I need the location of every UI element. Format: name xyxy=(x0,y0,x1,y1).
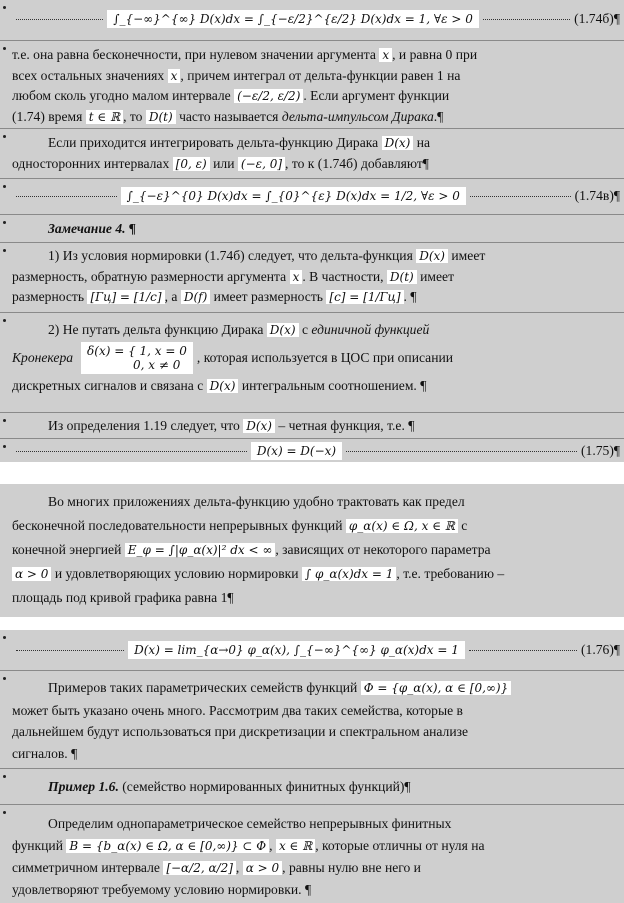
text: интегральным соотношением. ¶ xyxy=(241,378,427,393)
text: дальнейшем будут использоваться при дискретизации и спектральном анализе xyxy=(12,724,469,739)
remark-item-1 xyxy=(0,242,624,312)
math-inline: (−ε/2, ε/2) xyxy=(234,89,303,103)
text: , то к (1.74б) добавляют¶ xyxy=(285,155,429,171)
paragraph-mark xyxy=(3,185,6,188)
remark-item-2 xyxy=(0,312,624,412)
document-panel-2 xyxy=(0,484,624,617)
example-heading xyxy=(12,777,620,798)
text: площадь под кривой графика равна 1¶ xyxy=(12,590,234,605)
math-inline: D(t) xyxy=(146,110,176,124)
text: имеет xyxy=(420,268,455,284)
math-inline: [0, ε) xyxy=(173,157,210,171)
text: Во многих приложениях дельта-функцию удобно трактовать как предел xyxy=(48,494,465,509)
text: , зависящих от некоторого параметра xyxy=(275,542,491,557)
paragraph-5 xyxy=(0,670,624,768)
paragraph-mark xyxy=(3,249,6,252)
dot-leader xyxy=(16,19,103,20)
text: , которые отличны от нуля на xyxy=(315,838,485,853)
text: , xyxy=(235,860,240,875)
text: размерность xyxy=(12,289,85,304)
example-heading-row xyxy=(0,768,624,804)
equation-174v: ∫_{−ε}^{0} D(x)dx = ∫_{0}^{ε} D(x)dx = 1/2, ∀ε > 0 xyxy=(121,187,466,205)
paragraph-3 xyxy=(0,412,624,438)
paragraph-6 xyxy=(0,804,624,903)
text: на xyxy=(416,135,431,150)
term-kronecker: Кронекера xyxy=(12,350,74,365)
text: Из определения 1.19 следует, что xyxy=(48,418,240,433)
text: односторонних интервалах xyxy=(12,155,170,171)
paragraph-mark xyxy=(3,775,6,778)
dot-leader xyxy=(346,451,577,452)
example-title: Пример 1.6. xyxy=(48,779,119,794)
text: сигналов. ¶ xyxy=(12,745,78,761)
text: , и равна 0 при xyxy=(392,47,478,62)
paragraph-1 xyxy=(0,40,624,128)
text: , xyxy=(269,838,273,853)
dot-leader xyxy=(469,650,577,651)
text: Если приходится интегрировать дельта-функцию Дирака xyxy=(48,135,379,150)
text: конечной энергией xyxy=(12,542,122,557)
math-inline: [−α/2, α/2] xyxy=(163,861,236,875)
math-inline: D(f) xyxy=(181,290,210,304)
dot-leader xyxy=(470,196,571,197)
text: , а xyxy=(164,289,178,304)
text: часто называется xyxy=(179,108,279,124)
text: т.е. она равна бесконечности, при нулевом значении аргумента xyxy=(12,47,376,62)
text: . ¶ xyxy=(403,289,417,304)
paragraph-text xyxy=(12,319,620,397)
math-inline: E_φ = ∫|φ_α(x)|² dx < ∞ xyxy=(125,543,276,557)
text: всех остальных значениях xyxy=(12,67,165,83)
text: любом сколь угодно малом интервале xyxy=(12,88,231,103)
remark-heading-row xyxy=(0,214,624,242)
math-inline: x ∈ ℝ xyxy=(276,839,315,853)
text: или xyxy=(213,155,235,171)
text: имеет xyxy=(451,248,486,263)
paragraph-mark xyxy=(3,811,6,814)
term-unit-function: единичной функцией xyxy=(311,322,430,337)
text: удовлетворяют требуемому условию нормировки. ¶ xyxy=(12,882,312,897)
equation-175: D(x) = D(−x) xyxy=(251,442,342,460)
text: , причем интеграл от дельта-функции равен 1 на xyxy=(180,67,461,83)
equation-174b: ∫_{−∞}^{∞} D(x)dx = ∫_{−ε/2}^{ε/2} D(x)dx = 1, ∀ε > 0 xyxy=(107,10,479,28)
math-inline: x xyxy=(379,48,392,62)
paragraph-mark xyxy=(3,419,6,422)
equation-row-175 xyxy=(0,438,624,462)
text: – четная функция, т.е. ¶ xyxy=(278,418,415,433)
dot-leader xyxy=(16,650,124,651)
equation-number: (1.76)¶ xyxy=(581,642,621,657)
text: , равны нулю вне него и xyxy=(282,860,421,875)
kronecker-case-1: δ(x) = { 1, x = 0 xyxy=(87,344,187,358)
kronecker-delta-formula xyxy=(81,342,193,374)
equation-row-174b xyxy=(0,0,624,40)
text: с xyxy=(461,518,468,533)
text: дискретных сигналов и связана с xyxy=(12,378,204,393)
math-inline: [Гц] = [1/c] xyxy=(87,290,164,304)
text: может быть указано очень много. Рассмотрим два таких семейства, которые в xyxy=(12,702,463,718)
paragraph-text xyxy=(12,677,620,764)
math-inline: x xyxy=(168,69,181,83)
paragraph-text xyxy=(12,133,620,174)
text: Примеров таких параметрических семейств функций xyxy=(48,680,358,695)
math-inline: t ∈ ℝ xyxy=(86,110,123,124)
paragraph-text xyxy=(12,490,620,610)
paragraph-text xyxy=(12,246,620,308)
text: размерность, обратную размерности аргумента xyxy=(12,268,287,284)
paragraph-text xyxy=(12,416,620,437)
text: , т.е. требованию – xyxy=(396,566,505,581)
remark-heading: Замечание 4. ¶ xyxy=(48,221,136,236)
paragraph-mark xyxy=(3,677,6,680)
text: , которая используется в ЦОС при описании xyxy=(196,350,454,365)
text: (1.74) время xyxy=(12,108,83,124)
math-inline: ∫ φ_α(x)dx = 1 xyxy=(302,567,396,581)
dot-leader xyxy=(16,196,117,197)
equation-176: D(x) = lim_{α→0} φ_α(x), ∫_{−∞}^{∞} φ_α(x)dx = 1 xyxy=(128,641,465,659)
math-inline: φ_α(x) ∈ Ω, x ∈ ℝ xyxy=(346,519,458,533)
paragraph-mark xyxy=(3,135,6,138)
equation-number: (1.74б)¶ xyxy=(574,11,620,26)
equation-number: (1.74в)¶ xyxy=(574,188,620,203)
paragraph-mark xyxy=(3,319,6,322)
text: . В частности, xyxy=(302,268,384,284)
paragraph-mark xyxy=(3,221,6,224)
text: имеет размерность xyxy=(213,289,323,304)
equation-row-176 xyxy=(0,630,624,670)
math-inline: D(x) xyxy=(416,249,448,263)
text: бесконечной последовательности непрерывных функций xyxy=(12,518,343,533)
text: симметричном интервале xyxy=(12,860,160,875)
math-inline: D(x) xyxy=(382,136,414,150)
equation-number: (1.75)¶ xyxy=(581,443,621,458)
example-subtitle: (семейство нормированных финитных функций)¶ xyxy=(122,779,411,794)
math-inline: α > 0 xyxy=(243,861,282,875)
dot-leader xyxy=(16,451,247,452)
math-inline: D(x) xyxy=(267,323,299,337)
text: 1) Из условия нормировки (1.74б) следует, что дельта-функция xyxy=(48,248,413,263)
kronecker-case-2: 0, x ≠ 0 xyxy=(133,358,181,372)
math-inline: [c] = [1/Гц] xyxy=(326,290,403,304)
paragraph-text xyxy=(12,813,620,901)
math-inline: D(x) xyxy=(207,379,239,393)
text: , то xyxy=(123,108,143,124)
dot-leader xyxy=(483,19,570,20)
math-inline: D(t) xyxy=(387,270,417,284)
text: . Если аргумент функции xyxy=(303,88,450,103)
math-inline: x xyxy=(290,270,303,284)
paragraph-mark xyxy=(3,6,6,9)
equation-row-174v xyxy=(0,178,624,214)
paragraph-text xyxy=(12,45,620,127)
math-inline: α > 0 xyxy=(12,567,51,581)
math-inline: B = {b_α(x) ∈ Ω, α ∈ [0,∞)} ⊂ Φ xyxy=(66,839,269,853)
text: Определим однопараметрическое семейство непрерывных финитных xyxy=(48,816,452,831)
text: с xyxy=(301,322,309,337)
paragraph-mark xyxy=(3,445,6,448)
math-inline: Φ = {φ_α(x), α ∈ [0,∞)} xyxy=(361,681,511,695)
text: 2) Не путать дельта функцию Дирака xyxy=(48,322,264,337)
math-inline: (−ε, 0] xyxy=(238,157,285,171)
paragraph-mark xyxy=(3,47,6,50)
document-panel-3 xyxy=(0,630,624,903)
paragraph-mark xyxy=(3,636,6,639)
math-inline: D(x) xyxy=(243,419,275,433)
text: .¶ xyxy=(433,108,444,124)
text: и удовлетворяющих условию нормировки xyxy=(54,566,299,581)
text: функций xyxy=(12,838,63,853)
paragraph-4 xyxy=(0,484,624,617)
term-dirac-impulse: дельта-импульсом Дирака xyxy=(281,108,434,124)
paragraph-2 xyxy=(0,128,624,178)
